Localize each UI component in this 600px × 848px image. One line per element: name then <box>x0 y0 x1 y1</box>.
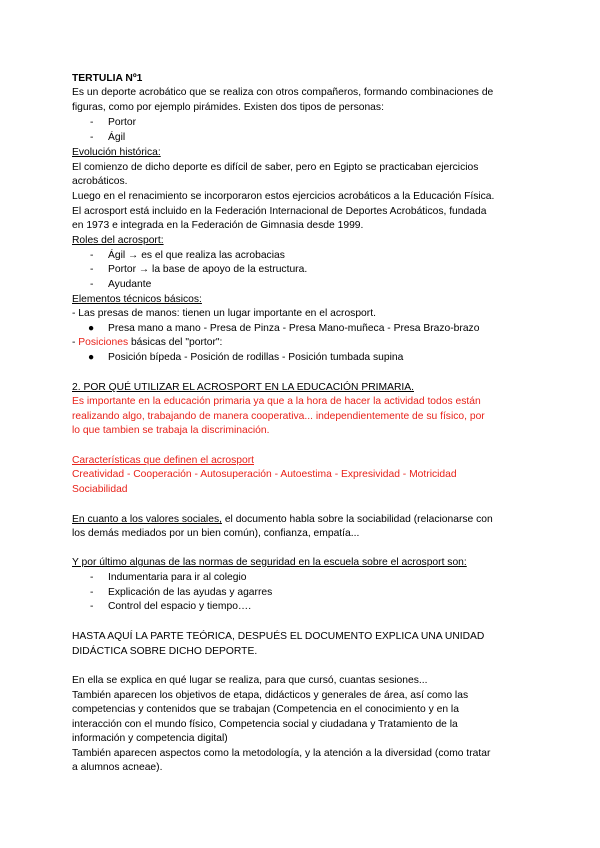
paragraph-line: - Las presas de manos: tienen un lugar importante en el acrosport. <box>72 308 376 319</box>
list-item: Ágil <box>108 132 126 143</box>
list-dash: - <box>90 279 94 290</box>
paragraph-line: Creatividad - Cooperación - Autosuperación - Autoestima - Expresividad - Motricidad <box>72 469 457 480</box>
paragraph-line: El comienzo de dicho deporte es difícil de saber, pero en Egipto se practicaban ejercicios <box>72 162 479 173</box>
list-dash: - <box>90 117 94 128</box>
list-item: Portor <box>108 117 137 128</box>
posiciones-rest-text: básicas del "portor": <box>128 337 223 348</box>
list-item: Indumentaria para ir al colegio <box>108 572 247 583</box>
posiciones-line <box>72 336 222 350</box>
section-heading: Y por último algunas de las normas de seguridad en la escuela sobre el acrosport son: <box>72 557 467 568</box>
paragraph-line: realizando algo, trabajando de manera cooperativa... independientemente de su físico, por <box>72 411 485 422</box>
list-item: Ayudante <box>108 279 152 290</box>
dash-text: - <box>72 337 79 348</box>
list-item: Ágil → es el que realiza las acrobacias <box>108 250 285 261</box>
list-item: Control del espacio y tiempo…. <box>108 601 252 612</box>
paragraph-line: información y competencia digital) <box>72 733 228 744</box>
paragraph-line: a alumnos acneae). <box>72 762 163 773</box>
paragraph-line: Sociabilidad <box>72 484 128 495</box>
paragraph-line: acrobáticos. <box>72 176 128 187</box>
posiciones-red-text: Posiciones <box>78 337 129 348</box>
list-dash: - <box>90 572 94 583</box>
paragraph-line: Es importante en la educación primaria ya que a la hora de hacer la actividad todos están <box>72 396 481 407</box>
document-title: TERTULIA Nº1 <box>72 73 143 84</box>
bullet-item: Presa mano a mano - Presa de Pinza - Presa Mano-muñeca - Presa Brazo-brazo <box>108 323 480 334</box>
section-heading: Elementos técnicos básicos: <box>72 294 202 305</box>
section-heading: Roles del acrosport: <box>72 235 164 246</box>
list-dash: - <box>90 264 94 275</box>
section-heading: Características que definen el acrosport <box>72 455 255 466</box>
list-item: Portor → la base de apoyo de la estructura. <box>108 264 308 275</box>
list-dash: - <box>90 587 94 598</box>
paragraph-line: HASTA AQUÍ LA PARTE TEÓRICA, DESPUÉS EL DOCUMENTO EXPLICA UNA UNIDAD <box>72 631 485 642</box>
values-underlined-text: En cuanto a los valores sociales, <box>72 514 222 525</box>
intro-line: figuras, como por ejemplo pirámides. Existen dos tipos de personas: <box>72 102 384 113</box>
values-rest-text: el documento habla sobre la sociabilidad (relacionarse con <box>221 514 493 525</box>
list-dash: - <box>90 132 94 143</box>
section-heading: Evolución histórica: <box>72 147 161 158</box>
list-dash: - <box>90 250 94 261</box>
paragraph-line: interacción con el mundo físico, Competencia social y ciudadana y Tratamiento de la <box>72 719 458 730</box>
paragraph-line: Luego en el renacimiento se incorporaron estos ejercicios acrobáticos a la Educación Física. <box>72 191 495 202</box>
paragraph-line: En ella se explica en qué lugar se realiza, para que cursó, cuantas sesiones... <box>72 675 428 686</box>
paragraph-line: El acrosport está incluido en la Federación Internacional de Deportes Acrobáticos, fundada <box>72 206 487 217</box>
list-item: Explicación de las ayudas y agarres <box>108 587 273 598</box>
paragraph-line: También aparecen aspectos como la metodología, y la atención a la diversidad (como tratar <box>72 748 491 759</box>
paragraph-line: También aparecen los objetivos de etapa, didácticos y generales de área, así como las <box>72 690 469 701</box>
bullet-dot: ● <box>88 352 95 363</box>
list-dash: - <box>90 601 94 612</box>
bullet-item: Posición bípeda - Posición de rodillas - Posición tumbada supina <box>108 352 404 363</box>
section-heading: 2. POR QUÉ UTILIZAR EL ACROSPORT EN LA EDUCACIÓN PRIMARIA. <box>72 382 414 393</box>
paragraph-line: DIDÁCTICA SOBRE DICHO DEPORTE. <box>72 646 258 657</box>
bullet-dot: ● <box>88 323 95 334</box>
paragraph-line: lo que tambien se trabaja la discriminación. <box>72 425 270 436</box>
paragraph-line: competencias y contenidos que se trabajan (Competencia en el conocimiento y en la <box>72 704 459 715</box>
intro-line: Es un deporte acrobático que se realiza con otros compañeros, formando combinaciones de <box>72 87 494 98</box>
values-line <box>72 513 493 527</box>
paragraph-line: los demás mediados por un bien común), confianza, empatía... <box>72 528 360 539</box>
paragraph-line: en 1973 e integrada en la Federación de Gimnasia desde 1999. <box>72 220 364 231</box>
